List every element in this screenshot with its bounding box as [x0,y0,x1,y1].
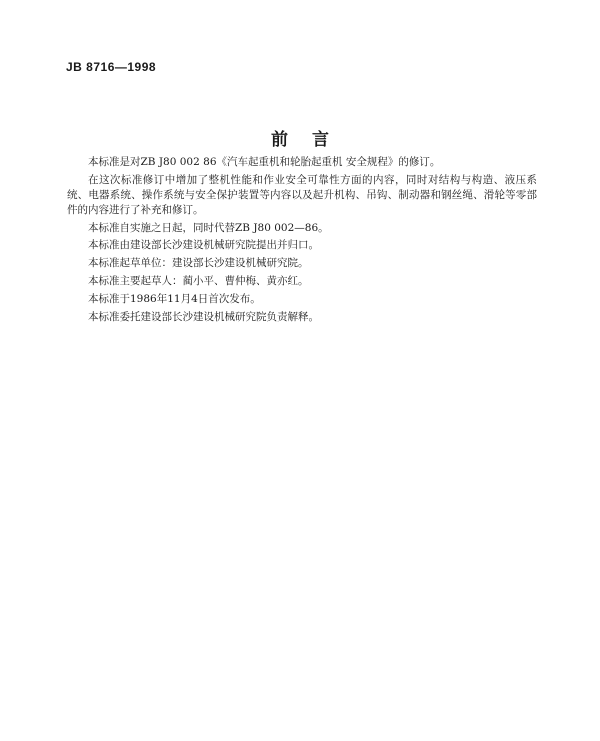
page-title: 前言 [271,130,353,150]
paragraph-first-issued: 本标准于1986年11月4日首次发布。 [88,292,261,305]
paragraph-proposed-by: 本标准由建设部长沙建设机械研究院提出并归口。 [88,239,319,252]
paragraph-drafters: 本标准主要起草人：蔺小平、曹仲梅、黄亦红。 [88,274,309,287]
paragraph-drafting-unit: 本标准起草单位：建设部长沙建设机械研究院。 [88,257,309,270]
document-body [67,155,537,327]
standard-code: JB 8716—1998 [66,60,157,74]
paragraph-interpretation: 本标准委托建设部长沙建设机械研究院负责解释。 [88,310,319,323]
paragraph-changes: 在这次标准修订中增加了整机性能和作业安全可靠性方面的内容，同时对结构与构造、液压系统、电器系统、操作系统与安全保护装置等内容以及起升机构、吊钩、制动器和钢丝绳、滑轮等零部件的内容进行了补充和修订。 [67,173,537,216]
paragraph-revision: 本标准是对ZB J80 002 86《汽车起重机和轮胎起重机 安全规程》的修订。 [88,156,441,168]
paragraph-replaces: 本标准自实施之日起，同时代替ZB J80 002—86。 [88,221,329,234]
